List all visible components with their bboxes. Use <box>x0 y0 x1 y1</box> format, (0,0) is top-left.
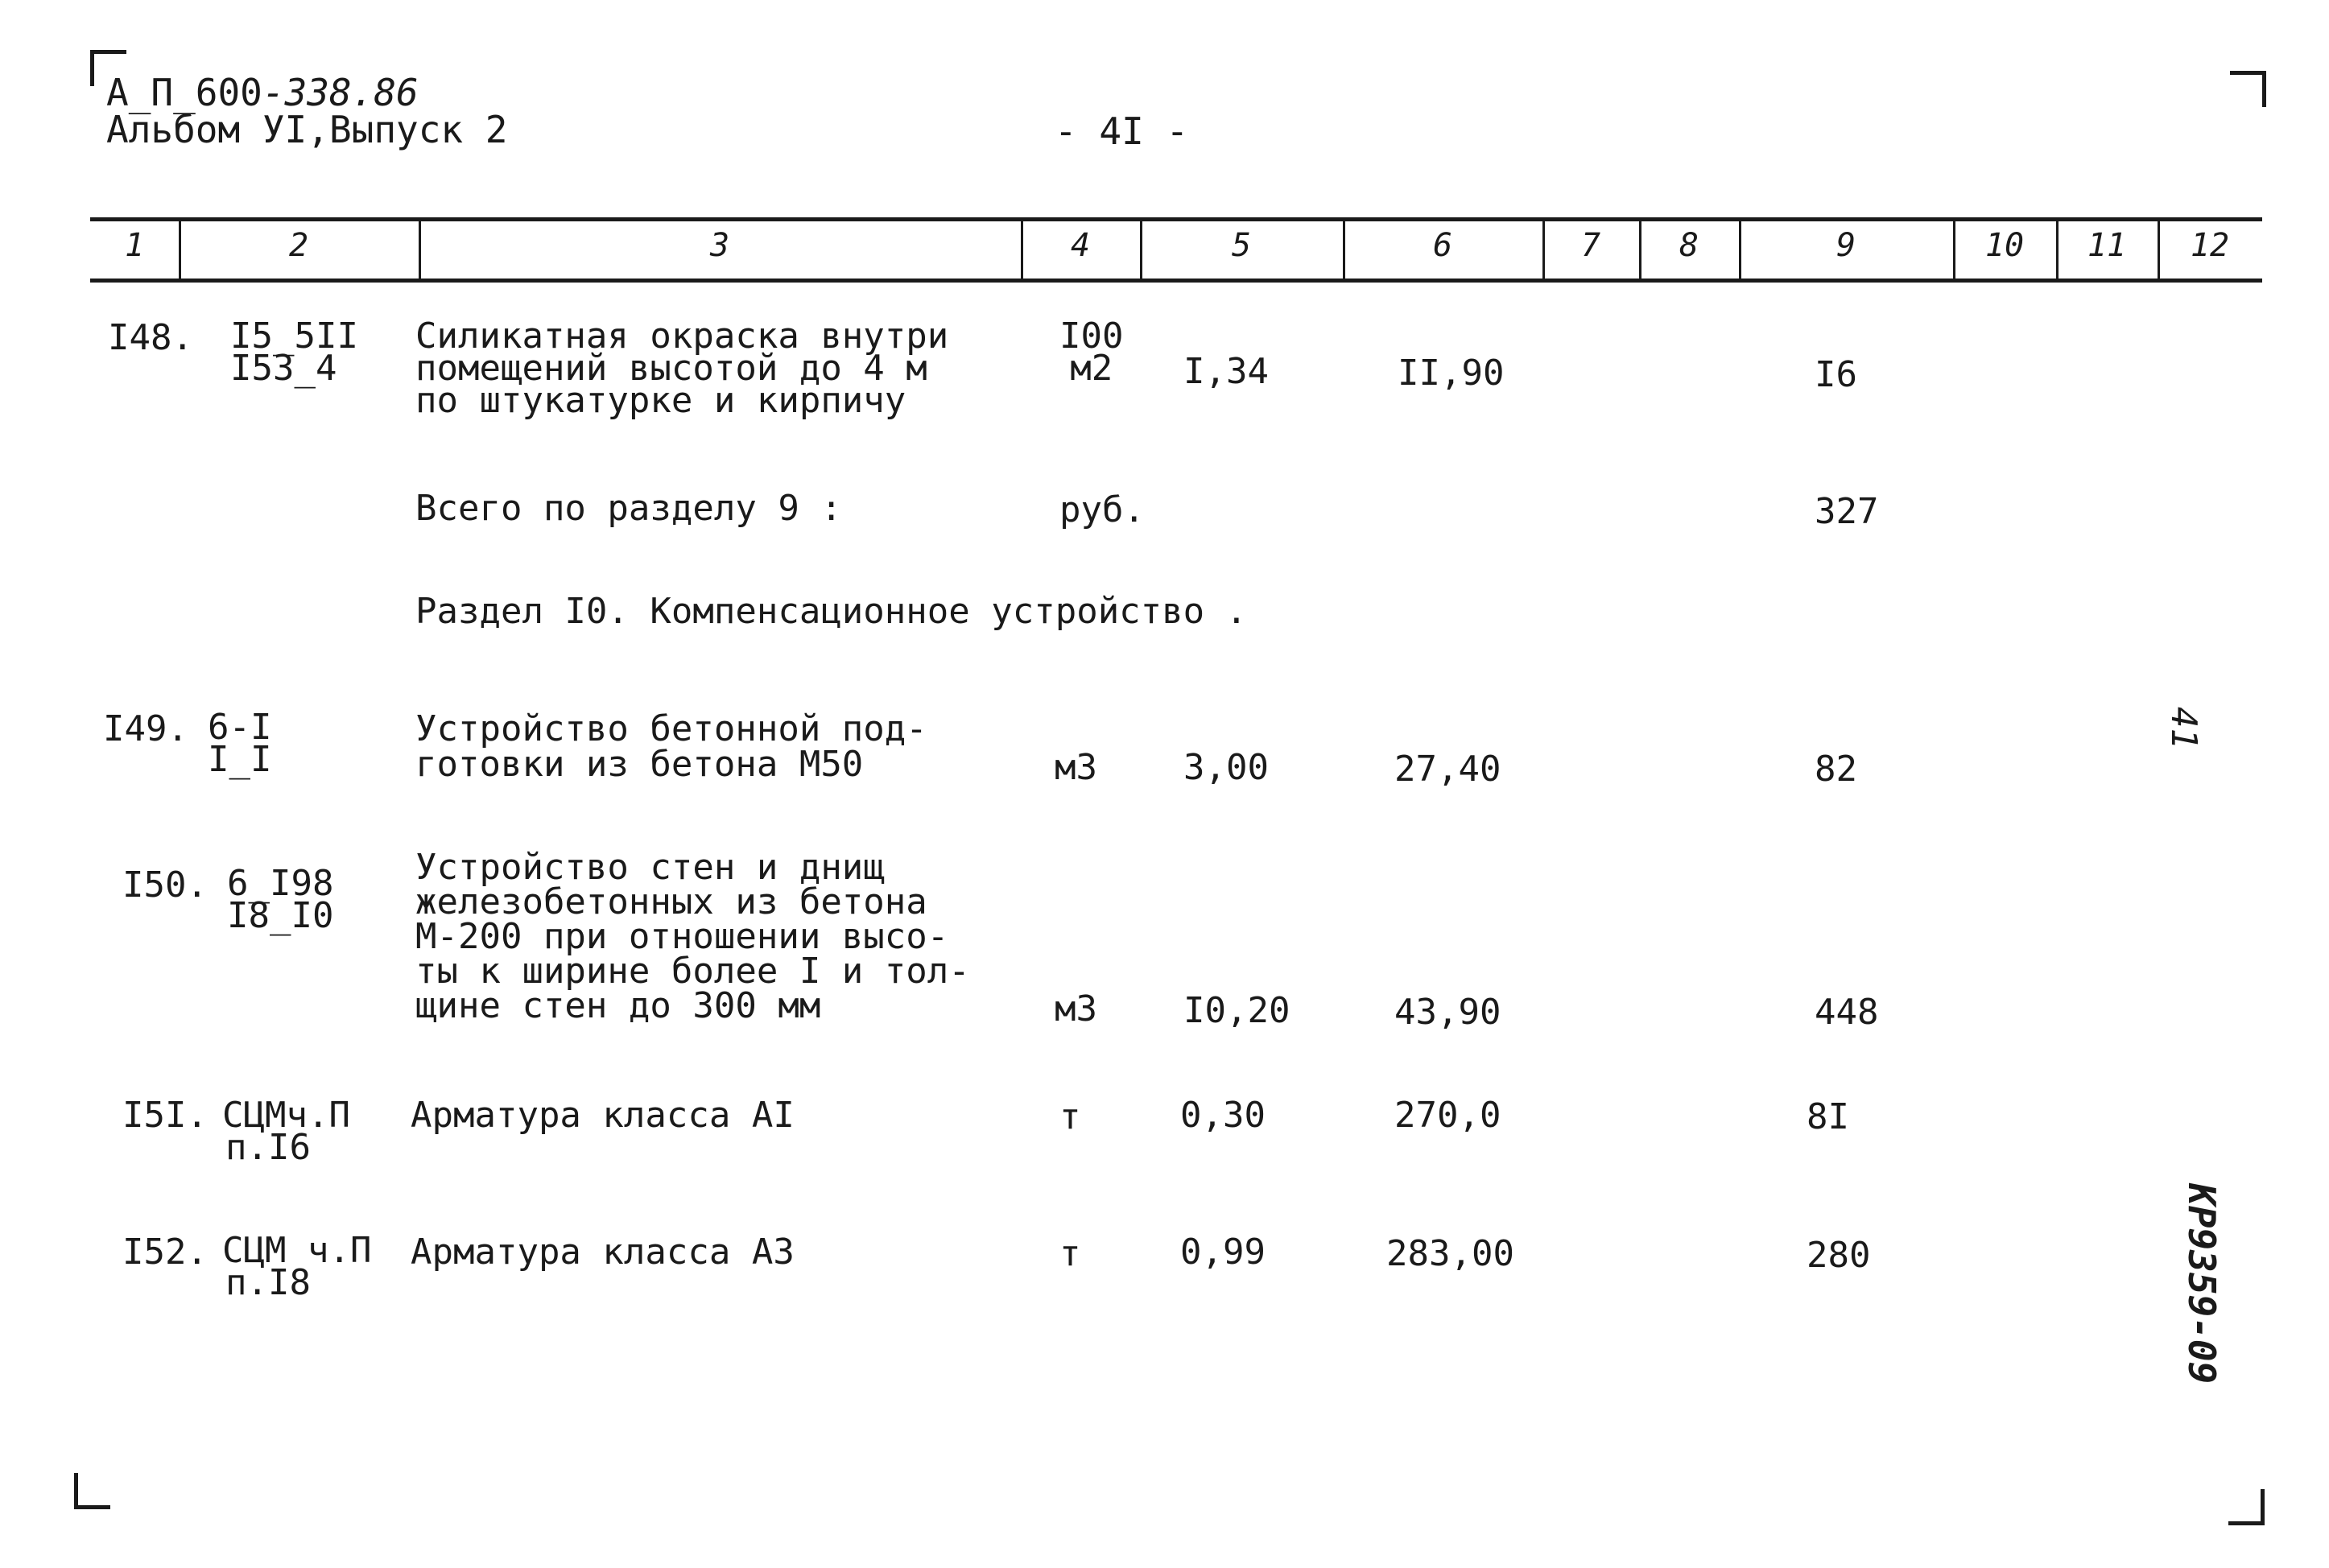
total-cost: I6 <box>1815 354 1857 395</box>
unit-price: 270,0 <box>1394 1095 1501 1136</box>
norm-code: 6_I98 I8_I0 <box>227 863 334 936</box>
unit: I00 м2 <box>1059 316 1124 389</box>
table-header-top-rule <box>90 217 2262 221</box>
page-number: - 4I - <box>1055 109 1189 153</box>
norm-code: I5_5II I53_4 <box>230 316 358 389</box>
work-description: Устройство стен и днищ железобетонных из бетона М-200 при отношении высо- ты к ширине более I и тол- щине стен до 300 мм <box>415 847 970 1026</box>
section-title: Раздел I0. Компенсационное устройство . <box>415 591 1248 632</box>
page-mark: 41 <box>2163 707 2204 749</box>
unit-price: 283,00 <box>1386 1233 1514 1274</box>
quantity: 0,30 <box>1180 1095 1266 1136</box>
row-number: I48. <box>108 317 193 358</box>
column-number: 2 <box>288 227 309 264</box>
column-number: 1 <box>124 227 145 264</box>
document-code <box>106 71 419 114</box>
column-number: 7 <box>1580 227 1601 264</box>
column-number: 12 <box>2190 227 2230 264</box>
quantity: 0,99 <box>1180 1232 1266 1273</box>
unit: руб. <box>1059 489 1145 530</box>
quantity: I0,20 <box>1183 990 1290 1031</box>
unit-price: 27,40 <box>1394 749 1501 790</box>
work-description: Арматура класса А3 <box>411 1232 795 1273</box>
total-cost: 82 <box>1815 749 1857 790</box>
work-description: Устройство бетонной под- готовки из бетона М50 <box>415 708 927 785</box>
work-description: Всего по разделу 9 : <box>415 488 842 529</box>
row-number: I5I. <box>122 1095 208 1136</box>
row-number: I52. <box>122 1232 208 1273</box>
archive-stamp: КР9359-09 <box>2180 1183 2224 1384</box>
unit-price: 43,90 <box>1394 992 1501 1033</box>
album-issue: Альбом УI,Выпуск 2 <box>106 108 508 151</box>
quantity: 3,00 <box>1183 747 1269 788</box>
total-cost: 8I <box>1807 1096 1849 1137</box>
unit: т <box>1059 1233 1081 1274</box>
document-code-handwritten: -338.86 <box>262 71 419 114</box>
unit: м3 <box>1055 988 1097 1030</box>
total-cost: 327 <box>1815 491 1879 532</box>
total-cost: 448 <box>1815 992 1879 1033</box>
work-description: Силикатная окраска внутри помещений высотой до 4 м по штукатурке и кирпичу <box>415 316 949 421</box>
column-number: 3 <box>709 227 730 264</box>
column-number: 4 <box>1070 227 1091 264</box>
norm-code: СЦМ ч.П п.I8 <box>222 1230 372 1303</box>
table-header-bottom-rule <box>90 279 2262 283</box>
row-number: I49. <box>103 708 188 749</box>
column-number: 8 <box>1679 227 1699 264</box>
column-number: 10 <box>1984 227 2025 264</box>
corner-mark-bottom-left <box>74 1473 110 1509</box>
unit-price: II,90 <box>1398 353 1505 394</box>
column-number: 11 <box>2087 227 2127 264</box>
column-number: 5 <box>1231 227 1252 264</box>
column-number: 9 <box>1836 227 1856 264</box>
unit: м3 <box>1055 747 1097 788</box>
total-cost: 280 <box>1807 1235 1871 1276</box>
column-number: 6 <box>1432 227 1453 264</box>
unit: т <box>1059 1096 1081 1137</box>
quantity: I,34 <box>1183 351 1269 392</box>
norm-code: 6-I I_I <box>208 707 272 780</box>
corner-mark-bottom-right <box>2228 1489 2265 1525</box>
norm-code: СЦМч.П п.I6 <box>222 1095 350 1168</box>
work-description: Арматура класса АI <box>411 1095 795 1136</box>
corner-mark-top-right <box>2230 71 2266 107</box>
document-code-printed: А_П_600 <box>106 71 262 114</box>
row-number: I50. <box>122 864 208 906</box>
